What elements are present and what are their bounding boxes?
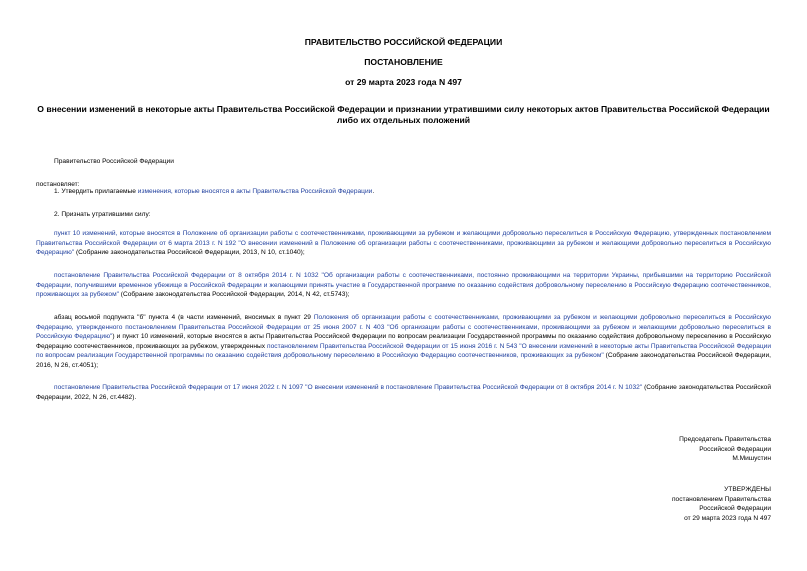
document-date-number: от 29 марта 2023 года N 497 — [345, 77, 462, 87]
paragraph-4-suffix: (Собрание законодательства Российской Федерации, 2022, N 26, ст.4482). — [36, 384, 771, 401]
paragraph-2-link[interactable]: постановление Правительства Российской Федерации от 8 октября 2014 г. N 1032 "Об организации работы с соотечественниками, постоянно проживающими на территории Украины, прибывшими на территорию Российской Федерации, получившими временное убежище в Российской Федерации и желающими принять участие в Государственной программе по оказанию содействия добровольному переселению в Российскую Федерацию соотечественников, проживающих за рубежом" — [36, 272, 771, 299]
approval-line-4: от 29 марта 2023 года N 497 — [684, 514, 771, 522]
item-1 — [54, 187, 374, 197]
paragraph-3-link-2[interactable]: постановлением Правительства Российской Федерации от 15 июня 2016 г. N 543 "О внесении изменений в некоторые акты Правительства Российской Федерации по вопросам реализации Государственной программы по оказанию содействия добровольному переселению в Российскую Федерацию соотечественников, проживающих за рубежом" — [36, 342, 772, 360]
item-1-prefix: 1. Утвердить прилагаемые — [54, 188, 138, 195]
paragraph-3 — [36, 313, 771, 371]
signature-block — [679, 435, 771, 464]
item-1-suffix: . — [372, 188, 375, 195]
paragraph-2-suffix: (Собрание законодательства Российской Федерации, 2014, N 42, ст.5743); — [118, 291, 350, 299]
paragraph-1-link[interactable]: пункт 10 изменений, которые вносятся в Положение об организации работы с соотечественниками, проживающими за рубежом и желающими добровольно переселиться в Российскую Федерацию, утвержденных постановлением Правительства Российской Федерации от 6 марта 2013 г. N 192 "О внесении изменений в Положение об организации работы с соотечественниками, проживающими за рубежом и желающими добровольно переселиться в Российскую Федерацию" — [36, 230, 771, 257]
decides-text: постановляет: — [36, 181, 80, 188]
signature-name: М.Мишустин — [732, 455, 771, 462]
document-title: О внесении изменений в некоторые акты Правительства Российской Федерации и признании утратившими силу некоторых актов Правительства Российской Федерации либо их отдельных положений — [37, 104, 770, 125]
paragraph-4-link[interactable]: постановление Правительства Российской Федерации от 17 июня 2022 г. N 1097 "О внесении изменений в постановление Правительства Российской Федерации от 8 октября 2014 г. N 1032" — [54, 384, 643, 391]
paragraph-1-suffix: (Собрание законодательства Российской Федерации, 2013, N 10, ст.1040); — [74, 249, 305, 257]
paragraph-3-text-a: абзац восьмой подпункта "б" пункта 4 (в части изменений, вносимых в пункт 29 — [54, 314, 314, 321]
paragraph-3-text-b: ) и пункт 10 изменений, которые вносятся в акты Правительства Российской Федерации по вопросам реализации Государственной программы по оказанию содействия добровольному переселению в Российскую Федерацию соотечественников, проживающих за рубежом, утвержденных — [36, 333, 771, 350]
paragraph-1 — [36, 229, 771, 258]
signature-position: Председатель Правительства — [679, 436, 771, 443]
paragraph-4 — [36, 383, 771, 402]
approval-block — [672, 485, 771, 523]
item-1-link[interactable]: изменения, которые вносятся в акты Правительства Российской Федерации — [137, 188, 373, 195]
approval-line-2: постановлением Правительства — [671, 495, 771, 503]
paragraph-2 — [36, 271, 771, 300]
approval-line-3: Российской Федерации — [699, 505, 771, 512]
item-2: 2. Признать утратившими силу: — [54, 211, 151, 218]
signature-organization: Российской Федерации — [699, 445, 771, 453]
paragraph-3-suffix: (Собрание законодательства Российской Федерации, 2016, N 26, ст.4051); — [36, 352, 772, 369]
government-heading: ПРАВИТЕЛЬСТВО РОССИЙСКОЙ ФЕДЕРАЦИИ — [304, 37, 503, 47]
paragraph-3-link-1[interactable]: Положения об организации работы с соотечественниками, проживающими за рубежом и желающими добровольно переселиться в Российскую Федерацию, утвержденного постановлением Правительства Российской Федерации от 25 июня 2007 г. N 403 "Об организации работы с соотечественниками, проживающими за рубежом и желающими добровольно переселиться в Российскую Федерацию" — [36, 314, 771, 341]
intro-text: Правительство Российской Федерации — [54, 158, 174, 165]
document-type: ПОСТАНОВЛЕНИЕ — [364, 57, 443, 67]
approval-heading: УТВЕРЖДЕНЫ — [724, 486, 771, 493]
